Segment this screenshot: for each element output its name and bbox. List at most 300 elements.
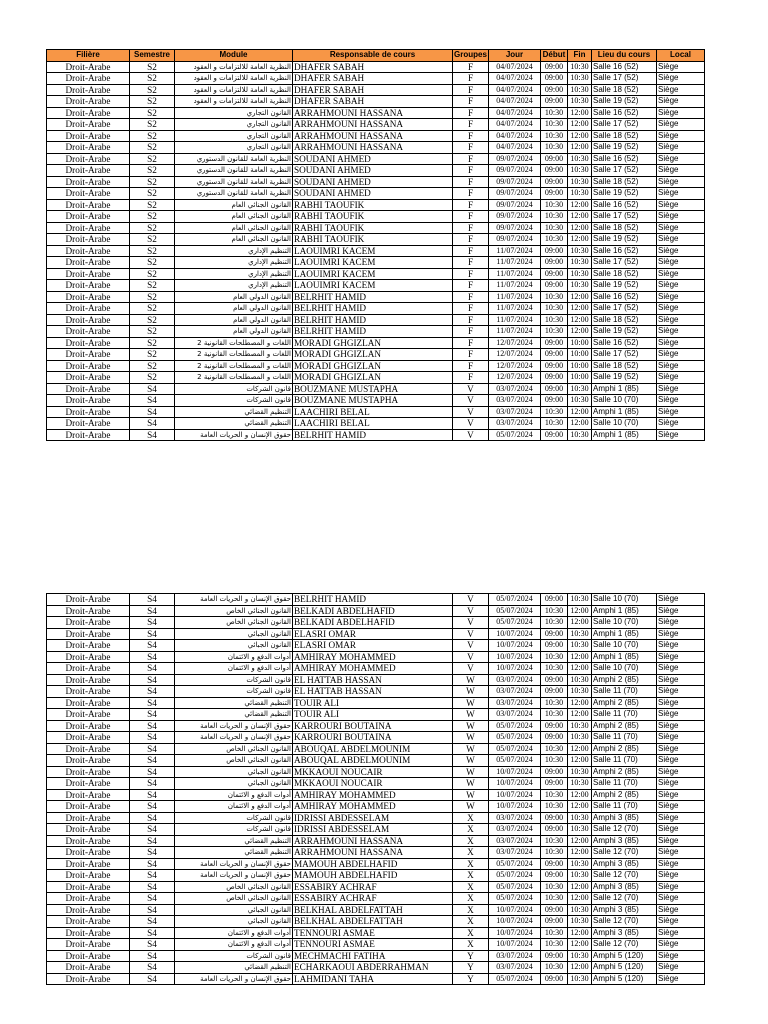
cell-responsable: KARROURI BOUTAINA bbox=[293, 732, 453, 744]
cell-jour: 05/07/2024 bbox=[489, 870, 541, 882]
cell-local: Siège bbox=[657, 142, 705, 154]
cell-module: القانون الجبائي bbox=[175, 640, 293, 652]
cell-fin: 10:30 bbox=[568, 812, 592, 824]
cell-module: التنظيم الإداري bbox=[175, 245, 293, 257]
cell-module: أدوات الدفع و الائتمان bbox=[175, 801, 293, 813]
table-row bbox=[47, 732, 705, 744]
cell-semestre: S4 bbox=[130, 835, 175, 847]
header-groupes: Groupes bbox=[454, 50, 487, 60]
cell-lieu: Salle 19 (52) bbox=[592, 234, 657, 246]
cell-debut: 10:30 bbox=[541, 881, 568, 893]
cell-groupe: V bbox=[453, 640, 489, 652]
cell-semestre: S4 bbox=[130, 812, 175, 824]
cell-jour: 10/07/2024 bbox=[489, 927, 541, 939]
cell-local: Siège bbox=[657, 732, 705, 744]
cell-local: Siège bbox=[657, 824, 705, 836]
cell-fin: 12:00 bbox=[568, 119, 592, 131]
cell-lieu: Salle 19 (52) bbox=[592, 372, 657, 384]
cell-fin: 10:30 bbox=[568, 628, 592, 640]
cell-semestre: S4 bbox=[130, 395, 175, 407]
cell-semestre: S2 bbox=[130, 268, 175, 280]
cell-lieu: Salle 10 (70) bbox=[592, 640, 657, 652]
cell-groupe: W bbox=[453, 766, 489, 778]
cell-filiere: Droit-Arabe bbox=[47, 686, 130, 698]
cell-debut: 09:00 bbox=[541, 153, 568, 165]
cell-local: Siège bbox=[657, 188, 705, 200]
cell-local: Siège bbox=[657, 858, 705, 870]
cell-filiere: Droit-Arabe bbox=[47, 130, 130, 142]
schedule-table-top bbox=[46, 49, 705, 441]
cell-module: النظرية العامة للالتزامات و العقود bbox=[175, 96, 293, 108]
table-row bbox=[47, 349, 705, 361]
cell-module: القانون الجنائي الخاص bbox=[175, 755, 293, 767]
cell-filiere: Droit-Arabe bbox=[47, 962, 130, 974]
cell-fin: 12:00 bbox=[568, 847, 592, 859]
cell-module: التنظيم القضائي bbox=[175, 418, 293, 430]
cell-filiere: Droit-Arabe bbox=[47, 858, 130, 870]
cell-fin: 12:00 bbox=[568, 418, 592, 430]
cell-semestre: S2 bbox=[130, 303, 175, 315]
cell-module: القانون الدولي العام bbox=[175, 303, 293, 315]
cell-fin: 12:00 bbox=[568, 326, 592, 338]
cell-filiere: Droit-Arabe bbox=[47, 663, 130, 675]
cell-responsable: MAMOUH ABDELHAFID bbox=[293, 870, 453, 882]
cell-filiere: Droit-Arabe bbox=[47, 732, 130, 744]
cell-jour: 11/07/2024 bbox=[489, 303, 541, 315]
table-row bbox=[47, 605, 705, 617]
cell-responsable: IDRISSI ABDESSELAM bbox=[293, 812, 453, 824]
cell-debut: 10:30 bbox=[541, 303, 568, 315]
cell-module: حقوق الإنسان و الحريات العامة bbox=[175, 429, 293, 441]
cell-lieu: Salle 12 (70) bbox=[592, 824, 657, 836]
table-row bbox=[47, 211, 705, 223]
cell-lieu: Amphi 1 (85) bbox=[592, 383, 657, 395]
cell-semestre: S4 bbox=[130, 801, 175, 813]
cell-responsable: MORADI GHGIZLAN bbox=[293, 337, 453, 349]
cell-debut: 10:30 bbox=[541, 697, 568, 709]
cell-filiere: Droit-Arabe bbox=[47, 245, 130, 257]
cell-groupe: F bbox=[453, 73, 489, 85]
cell-fin: 10:30 bbox=[568, 674, 592, 686]
cell-lieu: Salle 18 (52) bbox=[592, 130, 657, 142]
cell-filiere: Droit-Arabe bbox=[47, 766, 130, 778]
cell-local: Siège bbox=[657, 605, 705, 617]
table-row bbox=[47, 962, 705, 974]
cell-lieu: Amphi 5 (120) bbox=[592, 973, 657, 985]
cell-lieu: Salle 16 (52) bbox=[592, 245, 657, 257]
cell-fin: 10:30 bbox=[568, 916, 592, 928]
cell-fin: 12:00 bbox=[568, 234, 592, 246]
cell-local: Siège bbox=[657, 789, 705, 801]
table-row bbox=[47, 326, 705, 338]
cell-debut: 10:30 bbox=[541, 893, 568, 905]
cell-debut: 10:30 bbox=[541, 847, 568, 859]
cell-local: Siège bbox=[657, 594, 705, 606]
cell-module: النظرية العامة للالتزامات و العقود bbox=[175, 84, 293, 96]
cell-semestre: S4 bbox=[130, 950, 175, 962]
cell-groupe: W bbox=[453, 709, 489, 721]
cell-jour: 04/07/2024 bbox=[489, 61, 541, 73]
cell-debut: 09:00 bbox=[541, 84, 568, 96]
table-row bbox=[47, 61, 705, 73]
header-fin: Fin bbox=[568, 50, 592, 62]
cell-lieu: Salle 17 (52) bbox=[592, 211, 657, 223]
header-jour: Jour bbox=[489, 50, 541, 62]
cell-module: أدوات الدفع و الائتمان bbox=[175, 927, 293, 939]
cell-lieu: Salle 19 (52) bbox=[592, 96, 657, 108]
cell-jour: 05/07/2024 bbox=[489, 720, 541, 732]
cell-debut: 09:00 bbox=[541, 904, 568, 916]
cell-semestre: S4 bbox=[130, 939, 175, 951]
table-row bbox=[47, 303, 705, 315]
cell-jour: 03/07/2024 bbox=[489, 383, 541, 395]
cell-jour: 05/07/2024 bbox=[489, 605, 541, 617]
cell-debut: 10:30 bbox=[541, 755, 568, 767]
cell-responsable: ARRAHMOUNI HASSANA bbox=[293, 835, 453, 847]
cell-lieu: Salle 18 (52) bbox=[592, 84, 657, 96]
cell-debut: 09:00 bbox=[541, 824, 568, 836]
cell-jour: 09/07/2024 bbox=[489, 176, 541, 188]
cell-responsable: TENNOURI ASMAE bbox=[293, 939, 453, 951]
cell-semestre: S2 bbox=[130, 188, 175, 200]
cell-semestre: S4 bbox=[130, 709, 175, 721]
cell-module: القانون الجنائي العام bbox=[175, 234, 293, 246]
cell-semestre: S4 bbox=[130, 686, 175, 698]
cell-local: Siège bbox=[657, 245, 705, 257]
cell-jour: 05/07/2024 bbox=[489, 732, 541, 744]
cell-local: Siège bbox=[657, 280, 705, 292]
cell-debut: 09:00 bbox=[541, 628, 568, 640]
cell-semestre: S4 bbox=[130, 904, 175, 916]
cell-filiere: Droit-Arabe bbox=[47, 674, 130, 686]
cell-groupe: F bbox=[453, 165, 489, 177]
cell-groupe: F bbox=[453, 280, 489, 292]
cell-lieu: Salle 18 (52) bbox=[592, 176, 657, 188]
cell-module: اللغات و المصطلحات القانونية 2 bbox=[175, 372, 293, 384]
cell-responsable: KARROURI BOUTAINA bbox=[293, 720, 453, 732]
cell-fin: 10:30 bbox=[568, 176, 592, 188]
table-row bbox=[47, 778, 705, 790]
cell-module: أدوات الدفع و الائتمان bbox=[175, 939, 293, 951]
cell-filiere: Droit-Arabe bbox=[47, 303, 130, 315]
table-row bbox=[47, 73, 705, 85]
cell-fin: 12:00 bbox=[568, 697, 592, 709]
cell-responsable: TOUIR ALI bbox=[293, 709, 453, 721]
cell-semestre: S4 bbox=[130, 640, 175, 652]
cell-responsable: DHAFER SABAH bbox=[293, 73, 453, 85]
cell-groupe: X bbox=[453, 893, 489, 905]
cell-debut: 10:30 bbox=[541, 418, 568, 430]
cell-semestre: S2 bbox=[130, 211, 175, 223]
cell-local: Siège bbox=[657, 222, 705, 234]
cell-groupe: X bbox=[453, 824, 489, 836]
cell-local: Siège bbox=[657, 847, 705, 859]
cell-semestre: S2 bbox=[130, 61, 175, 73]
cell-fin: 10:30 bbox=[568, 640, 592, 652]
cell-filiere: Droit-Arabe bbox=[47, 870, 130, 882]
table-row bbox=[47, 142, 705, 154]
cell-groupe: X bbox=[453, 858, 489, 870]
cell-groupe: X bbox=[453, 835, 489, 847]
cell-semestre: S2 bbox=[130, 291, 175, 303]
table-row bbox=[47, 651, 705, 663]
cell-jour: 03/07/2024 bbox=[489, 950, 541, 962]
cell-module: القانون الجنائي الخاص bbox=[175, 743, 293, 755]
cell-local: Siège bbox=[657, 372, 705, 384]
cell-filiere: Droit-Arabe bbox=[47, 268, 130, 280]
cell-module: القانون الجنائي الخاص bbox=[175, 605, 293, 617]
cell-responsable: ESSABIRY ACHRAF bbox=[293, 893, 453, 905]
cell-lieu: Amphi 2 (85) bbox=[592, 674, 657, 686]
cell-groupe: F bbox=[453, 211, 489, 223]
cell-jour: 05/07/2024 bbox=[489, 743, 541, 755]
table-row bbox=[47, 418, 705, 430]
cell-responsable: AMHIRAY MOHAMMED bbox=[293, 789, 453, 801]
cell-responsable: BELKHAL ABDELFATTAH bbox=[293, 916, 453, 928]
cell-lieu: Amphi 2 (85) bbox=[592, 743, 657, 755]
cell-debut: 10:30 bbox=[541, 835, 568, 847]
cell-jour: 05/07/2024 bbox=[489, 429, 541, 441]
cell-jour: 11/07/2024 bbox=[489, 257, 541, 269]
cell-fin: 10:00 bbox=[568, 337, 592, 349]
cell-filiere: Droit-Arabe bbox=[47, 950, 130, 962]
cell-groupe: X bbox=[453, 881, 489, 893]
cell-module: القانون الجبائي bbox=[175, 628, 293, 640]
cell-lieu: Amphi 1 (85) bbox=[592, 651, 657, 663]
cell-local: Siège bbox=[657, 651, 705, 663]
cell-responsable: BELRHIT HAMID bbox=[293, 303, 453, 315]
cell-local: Siège bbox=[657, 84, 705, 96]
cell-groupe: F bbox=[453, 130, 489, 142]
cell-responsable: RABHI TAOUFIK bbox=[293, 199, 453, 211]
cell-semestre: S4 bbox=[130, 429, 175, 441]
cell-fin: 10:30 bbox=[568, 732, 592, 744]
cell-responsable: SOUDANI AHMED bbox=[293, 153, 453, 165]
cell-jour: 04/07/2024 bbox=[489, 142, 541, 154]
cell-local: Siège bbox=[657, 257, 705, 269]
cell-jour: 03/07/2024 bbox=[489, 812, 541, 824]
cell-debut: 10:30 bbox=[541, 234, 568, 246]
cell-responsable: MAMOUH ABDELHAFID bbox=[293, 858, 453, 870]
cell-debut: 09:00 bbox=[541, 640, 568, 652]
cell-responsable: ABOUQAL ABDELMOUNIM bbox=[293, 743, 453, 755]
cell-responsable: LAOUIMRI KACEM bbox=[293, 257, 453, 269]
cell-lieu: Salle 11 (70) bbox=[592, 709, 657, 721]
cell-fin: 10:30 bbox=[568, 824, 592, 836]
cell-local: Siège bbox=[657, 303, 705, 315]
cell-fin: 10:30 bbox=[568, 280, 592, 292]
cell-semestre: S4 bbox=[130, 927, 175, 939]
cell-debut: 10:30 bbox=[541, 211, 568, 223]
cell-responsable: AMHIRAY MOHAMMED bbox=[293, 801, 453, 813]
table-row bbox=[47, 314, 705, 326]
cell-debut: 10:30 bbox=[541, 291, 568, 303]
cell-filiere: Droit-Arabe bbox=[47, 916, 130, 928]
cell-responsable: LAACHIRI BELAL bbox=[293, 418, 453, 430]
cell-lieu: Salle 12 (70) bbox=[592, 870, 657, 882]
cell-groupe: V bbox=[453, 628, 489, 640]
cell-fin: 12:00 bbox=[568, 755, 592, 767]
cell-module: التنظيم الإداري bbox=[175, 257, 293, 269]
cell-fin: 10:30 bbox=[568, 153, 592, 165]
cell-jour: 10/07/2024 bbox=[489, 651, 541, 663]
cell-semestre: S4 bbox=[130, 870, 175, 882]
cell-lieu: Amphi 1 (85) bbox=[592, 406, 657, 418]
cell-semestre: S4 bbox=[130, 973, 175, 985]
cell-jour: 12/07/2024 bbox=[489, 372, 541, 384]
cell-semestre: S4 bbox=[130, 766, 175, 778]
cell-responsable: ELASRI OMAR bbox=[293, 640, 453, 652]
cell-local: Siège bbox=[657, 153, 705, 165]
cell-debut: 10:30 bbox=[541, 199, 568, 211]
cell-fin: 10:00 bbox=[568, 349, 592, 361]
table-row bbox=[47, 881, 705, 893]
cell-debut: 10:30 bbox=[541, 222, 568, 234]
cell-debut: 09:00 bbox=[541, 870, 568, 882]
cell-debut: 09:00 bbox=[541, 268, 568, 280]
cell-local: Siège bbox=[657, 870, 705, 882]
cell-lieu: Salle 11 (70) bbox=[592, 686, 657, 698]
cell-jour: 10/07/2024 bbox=[489, 628, 541, 640]
cell-responsable: ARRAHMOUNI HASSANA bbox=[293, 119, 453, 131]
cell-debut: 09:00 bbox=[541, 337, 568, 349]
cell-debut: 10:30 bbox=[541, 406, 568, 418]
cell-fin: 10:30 bbox=[568, 395, 592, 407]
table-row bbox=[47, 406, 705, 418]
cell-module: حقوق الإنسان و الحريات العامة bbox=[175, 973, 293, 985]
cell-responsable: TOUIR ALI bbox=[293, 697, 453, 709]
cell-responsable: RABHI TAOUFIK bbox=[293, 222, 453, 234]
cell-responsable: ECHARKAOUI ABDERRAHMAN bbox=[293, 962, 453, 974]
cell-groupe: F bbox=[453, 188, 489, 200]
table-row bbox=[47, 337, 705, 349]
cell-filiere: Droit-Arabe bbox=[47, 651, 130, 663]
table-row bbox=[47, 222, 705, 234]
cell-groupe: F bbox=[453, 337, 489, 349]
cell-groupe: W bbox=[453, 778, 489, 790]
cell-filiere: Droit-Arabe bbox=[47, 927, 130, 939]
cell-local: Siège bbox=[657, 801, 705, 813]
table-row bbox=[47, 372, 705, 384]
cell-module: التنظيم القضائي bbox=[175, 962, 293, 974]
cell-filiere: Droit-Arabe bbox=[47, 835, 130, 847]
cell-semestre: S2 bbox=[130, 234, 175, 246]
cell-responsable: ARRAHMOUNI HASSANA bbox=[293, 107, 453, 119]
cell-fin: 10:30 bbox=[568, 858, 592, 870]
cell-lieu: Salle 16 (52) bbox=[592, 199, 657, 211]
cell-lieu: Amphi 3 (85) bbox=[592, 812, 657, 824]
cell-debut: 09:00 bbox=[541, 372, 568, 384]
cell-groupe: X bbox=[453, 904, 489, 916]
cell-responsable: ARRAHMOUNI HASSANA bbox=[293, 130, 453, 142]
cell-module: قانون الشركات bbox=[175, 383, 293, 395]
cell-fin: 10:30 bbox=[568, 904, 592, 916]
cell-jour: 04/07/2024 bbox=[489, 130, 541, 142]
cell-semestre: S2 bbox=[130, 165, 175, 177]
cell-groupe: Y bbox=[453, 973, 489, 985]
cell-local: Siège bbox=[657, 383, 705, 395]
cell-fin: 10:30 bbox=[568, 973, 592, 985]
cell-jour: 05/07/2024 bbox=[489, 617, 541, 629]
cell-fin: 12:00 bbox=[568, 743, 592, 755]
cell-responsable: ABOUQAL ABDELMOUNIM bbox=[293, 755, 453, 767]
cell-fin: 12:00 bbox=[568, 709, 592, 721]
table-row bbox=[47, 640, 705, 652]
cell-filiere: Droit-Arabe bbox=[47, 234, 130, 246]
cell-local: Siège bbox=[657, 130, 705, 142]
cell-local: Siège bbox=[657, 234, 705, 246]
cell-semestre: S4 bbox=[130, 605, 175, 617]
cell-filiere: Droit-Arabe bbox=[47, 372, 130, 384]
cell-groupe: X bbox=[453, 927, 489, 939]
cell-lieu: Salle 12 (70) bbox=[592, 847, 657, 859]
cell-module: القانون الجنائي الخاص bbox=[175, 617, 293, 629]
cell-debut: 09:00 bbox=[541, 766, 568, 778]
cell-lieu: Salle 10 (70) bbox=[592, 594, 657, 606]
cell-lieu: Amphi 2 (85) bbox=[592, 789, 657, 801]
cell-local: Siège bbox=[657, 973, 705, 985]
cell-semestre: S4 bbox=[130, 755, 175, 767]
cell-jour: 12/07/2024 bbox=[489, 360, 541, 372]
cell-filiere: Droit-Arabe bbox=[47, 801, 130, 813]
cell-debut: 09:00 bbox=[541, 812, 568, 824]
cell-lieu: Salle 19 (52) bbox=[592, 142, 657, 154]
cell-fin: 12:00 bbox=[568, 881, 592, 893]
cell-semestre: S2 bbox=[130, 73, 175, 85]
cell-groupe: V bbox=[453, 383, 489, 395]
cell-module: القانون التجاري bbox=[175, 130, 293, 142]
header-lieu: Lieu du cours bbox=[592, 50, 657, 62]
cell-groupe: V bbox=[453, 406, 489, 418]
cell-debut: 09:00 bbox=[541, 916, 568, 928]
cell-local: Siège bbox=[657, 893, 705, 905]
cell-debut: 10:30 bbox=[541, 927, 568, 939]
cell-groupe: F bbox=[453, 268, 489, 280]
cell-jour: 10/07/2024 bbox=[489, 939, 541, 951]
cell-jour: 09/07/2024 bbox=[489, 153, 541, 165]
table-row bbox=[47, 709, 705, 721]
cell-responsable: BELRHIT HAMID bbox=[293, 594, 453, 606]
cell-module: التنظيم القضائي bbox=[175, 709, 293, 721]
cell-lieu: Salle 17 (52) bbox=[592, 257, 657, 269]
cell-groupe: F bbox=[453, 84, 489, 96]
cell-responsable: LAOUIMRI KACEM bbox=[293, 245, 453, 257]
header-debut: Début bbox=[541, 50, 568, 62]
cell-lieu: Salle 11 (70) bbox=[592, 778, 657, 790]
cell-semestre: S2 bbox=[130, 245, 175, 257]
cell-debut: 09:00 bbox=[541, 686, 568, 698]
cell-groupe: F bbox=[453, 303, 489, 315]
cell-filiere: Droit-Arabe bbox=[47, 594, 130, 606]
table-row bbox=[47, 904, 705, 916]
cell-filiere: Droit-Arabe bbox=[47, 257, 130, 269]
cell-groupe: X bbox=[453, 916, 489, 928]
cell-fin: 10:00 bbox=[568, 372, 592, 384]
cell-lieu: Salle 10 (70) bbox=[592, 395, 657, 407]
cell-groupe: X bbox=[453, 847, 489, 859]
cell-groupe: W bbox=[453, 732, 489, 744]
cell-module: القانون الجنائي الخاص bbox=[175, 881, 293, 893]
cell-jour: 05/07/2024 bbox=[489, 893, 541, 905]
cell-debut: 10:30 bbox=[541, 605, 568, 617]
cell-groupe: V bbox=[453, 605, 489, 617]
table-row bbox=[47, 835, 705, 847]
cell-module: اللغات و المصطلحات القانونية 2 bbox=[175, 349, 293, 361]
cell-debut: 09:00 bbox=[541, 950, 568, 962]
cell-groupe: V bbox=[453, 663, 489, 675]
table-row bbox=[47, 165, 705, 177]
cell-debut: 09:00 bbox=[541, 973, 568, 985]
